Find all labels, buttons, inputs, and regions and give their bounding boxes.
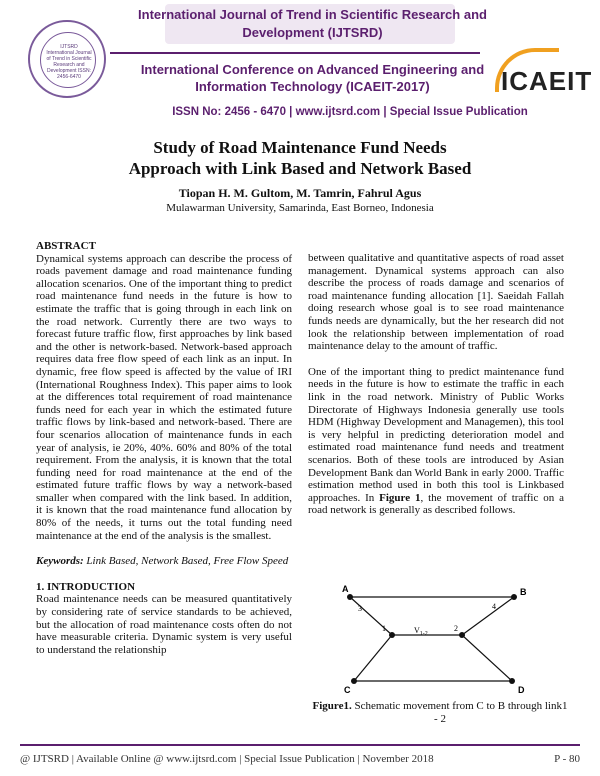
left-column: [36, 240, 292, 656]
abstract-text: Dynamical systems approach can describe the process of roads pavement damage and road maintenance funding allocation scenarios. One of the important thing to predict road maintenance fund needs in the future is how to estimate the traffic that is going through in each link on the road network. Currently there are two ways to forecast future traffic flow, first approaches by link based and the other is network-based. Network-based approach requires data free flow speed of each link as an input. In dynamic, free flow speed is affected by the value of IRI (International Roughness Index). This paper aims to look at the differences total requirement of road maintenance funds need for each year in which the estimated future traffic flows by link-based and network-based. There are four scenarios allocation of maintenance funds in each year of analysis, ie 20%, 40%. 60% and 80% of the total requirement. From the analysis, it is known that the total funding need for road maintenance at the end of the estimated future traffic flows by way a network-based smaller when compared with the link based. In addition, it is known that the road maintenance fund allocation by 80% of the needs, it turns out the total funding need maintenance at the end of the analysis is the smallest.: [36, 252, 292, 542]
abstract-heading: ABSTRACT: [36, 240, 96, 252]
keywords: Keywords: Link Based, Network Based, Free Flow Speed: [36, 555, 289, 568]
affiliation: Mulawarman University, Samarinda, East Borneo, Indonesia: [166, 202, 434, 214]
label-v12: $V_{1-2}$: [414, 626, 428, 637]
road-network-figure: [336, 585, 541, 700]
issn-line[interactable]: ISSN No: 2456 - 6470 | www.ijtsrd.com | Special Issue Publication: [172, 106, 528, 118]
intro-text: Road maintenance needs can be measured quantitatively by considering rate of service standards to be achieved, but the allocation of road maintenance costs often do not have measurable criteria. Dynamic system is very useful to understand the relationship: [36, 593, 292, 656]
paper-title: Study of Road Maintenance Fund Needs Approach with Link Based and Network Based: [128, 138, 472, 178]
label-d: D: [518, 685, 525, 695]
page-footer: [20, 753, 580, 765]
journal-header: [0, 0, 600, 105]
node-d: [509, 678, 515, 684]
label-c: C: [344, 685, 351, 695]
node-c: [351, 678, 357, 684]
node-2: [459, 632, 465, 638]
intro-heading: 1. INTRODUCTION: [36, 580, 136, 593]
figure-caption: Figure1. Schematic movement from C to B through link1 - 2: [312, 700, 568, 725]
journal-seal-icon: IJTSRD International Journal of Trend in Scientific Research and Development ISSN: 2456-6470: [28, 20, 106, 98]
footer-text: @ IJTSRD | Available Online @ www.ijtsrd.com | Special Issue Publication | November 2018: [20, 753, 434, 765]
label-a: A: [342, 585, 349, 594]
right-paragraph-2: One of the important thing to predict maintenance fund needs in the future is how to estimate the traffic in each link in the road network. Ministry of Public Works Directorate of Highways Indonesia generally use tools HDM (Highway Development and Managemen), this tool is very helpful in predicting deterioration model and estimated road maintenance fund needs and treatment scenarios. Both of these tools are introduced by Asian Development Bank dan World Bank in early 2000. Traffic estimation method used in both this tool is Linkbased approaches. In Figure 1, the movement of traffic on a road network is generally as described follows.: [308, 365, 564, 517]
right-paragraph-1: between qualitative and quantitative aspects of road asset management. Dynamical systems approach can also describe the process of roads damage and scenarios of road maintenance funding allocation [1]. Saeidah Fallah doing research whose goal is to see road maintenance funds needs are dynamically, but the her research did not look the relationship between implementation of road maintenance delay to the amount of traffic.: [308, 252, 564, 353]
authors: Tiopan H. M. Gultom, M. Tamrin, Fahrul Agus: [178, 186, 422, 200]
conference-title: International Conference on Advanced Engineering and Information Technology (ICAEIT-2017): [140, 62, 485, 94]
page-number: P - 80: [554, 753, 580, 765]
right-column: [308, 252, 564, 517]
label-1: 1: [382, 624, 386, 633]
node-1: [389, 632, 395, 638]
label-2: 2: [454, 624, 458, 633]
node-b: [511, 594, 517, 600]
label-3: 3: [358, 604, 362, 613]
journal-title: International Journal of Trend in Scientific Research and Development (IJTSRD): [138, 7, 487, 40]
label-4: 4: [492, 602, 496, 611]
label-b: B: [520, 587, 527, 597]
icaeit-logo-icon: ICAEIT: [495, 48, 575, 103]
node-a: [347, 594, 353, 600]
